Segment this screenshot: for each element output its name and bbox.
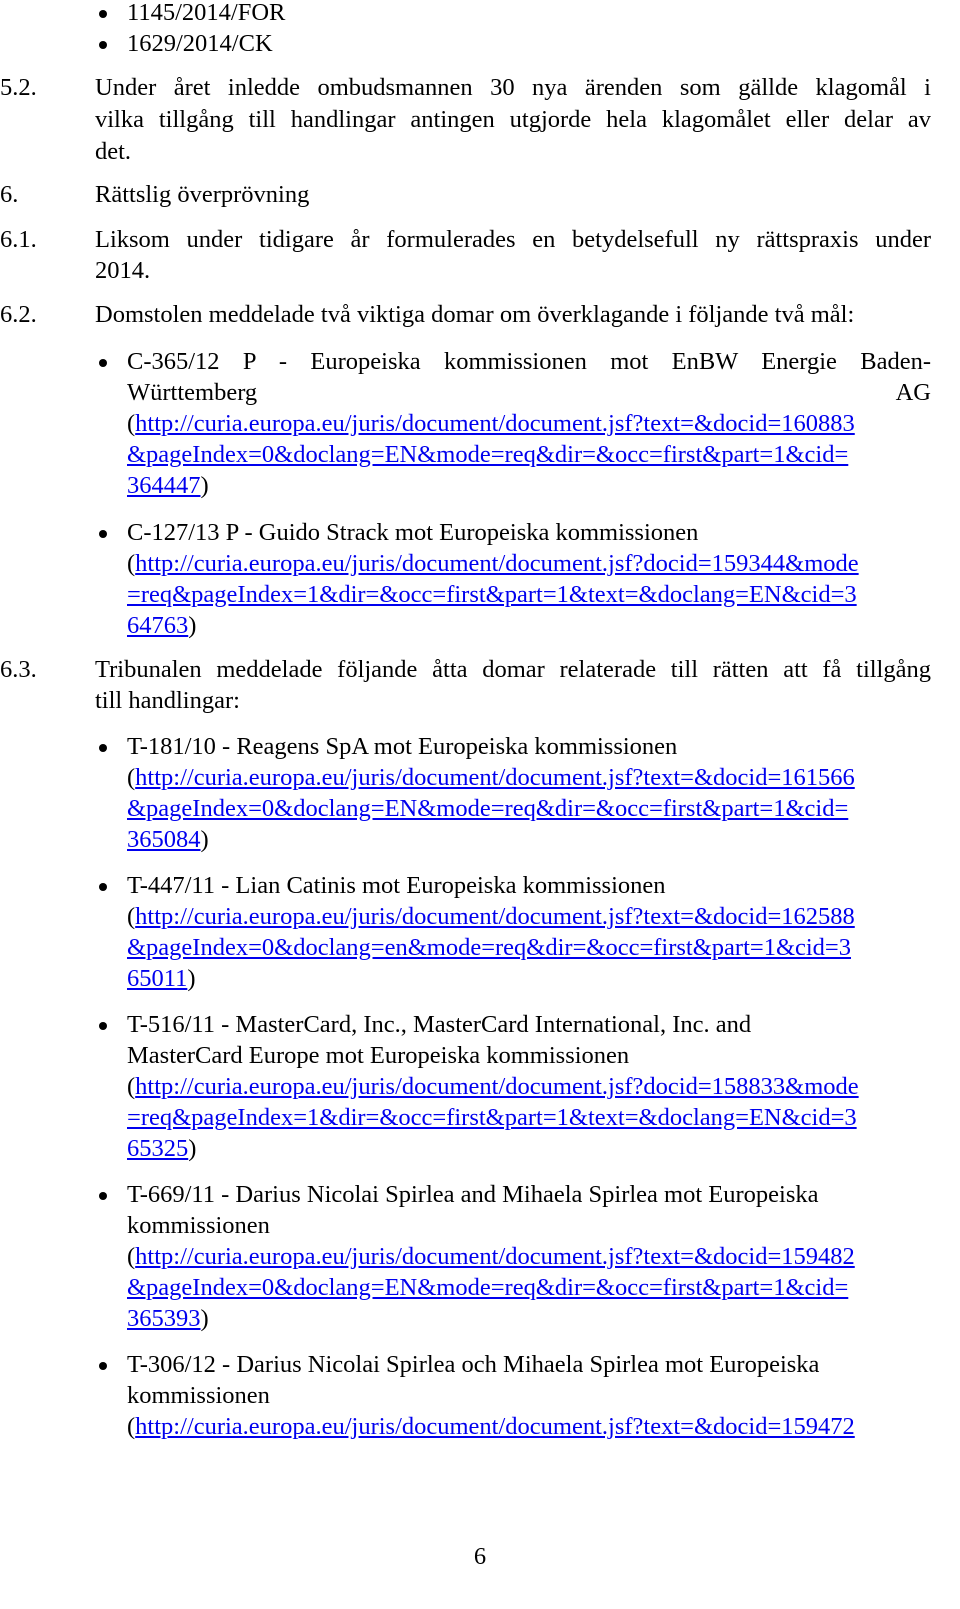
case-link[interactable]: (http://curia.europa.eu/juris/document/document.jsf?text=&docid=160883: [127, 410, 855, 437]
case-link-line[interactable]: &pageIndex=0&doclang=en&mode=req&dir=&occ=first&part=1&cid=3: [127, 934, 851, 961]
case-link[interactable]: (http://curia.europa.eu/juris/document/document.jsf?text=&docid=159482: [127, 1243, 855, 1270]
case-link-line[interactable]: =req&pageIndex=1&dir=&occ=first&part=1&text=&doclang=EN&cid=3: [127, 581, 857, 608]
case-link-text[interactable]: 365084: [127, 826, 201, 853]
case-title-line: MasterCard Europe mot Europeiska kommissionen: [127, 1042, 630, 1069]
case-link-text[interactable]: 65011: [127, 965, 188, 992]
bullet-icon: [99, 41, 107, 49]
case-title-line: T-181/10 - Reagens SpA mot Europeiska kommissionen: [127, 733, 678, 760]
case-link-end[interactable]: 364447): [127, 472, 209, 499]
case-link[interactable]: (http://curia.europa.eu/juris/document/document.jsf?text=&docid=161566: [127, 764, 855, 791]
case-title-line: C-127/13 P - Guido Strack mot Europeiska kommissionen: [127, 519, 699, 546]
list-item: 1629/2014/CK: [127, 30, 273, 57]
paragraph-line: 2014.: [95, 257, 151, 284]
case-title-line: Württemberg AG: [127, 379, 931, 406]
list-item: 1145/2014/FOR: [127, 0, 286, 26]
paragraph-line: det.: [95, 138, 132, 165]
bullet-icon: [99, 1022, 107, 1030]
case-link-end[interactable]: 365084): [127, 826, 209, 853]
case-title-line: T-669/11 - Darius Nicolai Spirlea and Mihaela Spirlea mot Europeiska: [127, 1181, 819, 1208]
paragraph-line: Liksom under tidigare år formulerades en betydelsefull ny rättspraxis under: [95, 226, 931, 253]
bullet-icon: [99, 530, 107, 538]
bullet-icon: [99, 1362, 107, 1370]
page-number: 6: [473, 1543, 487, 1570]
bullet-icon: [99, 883, 107, 891]
case-link-end[interactable]: 64763): [127, 612, 197, 639]
case-link-end[interactable]: 365393): [127, 1305, 209, 1332]
section-heading: Rättslig överprövning: [95, 181, 310, 208]
case-link-end[interactable]: 65325): [127, 1135, 197, 1162]
case-link[interactable]: (http://curia.europa.eu/juris/document/document.jsf?docid=159344&mode: [127, 550, 859, 577]
section-number: 5.2.: [0, 74, 37, 101]
case-link[interactable]: (http://curia.europa.eu/juris/document/document.jsf?text=&docid=159472: [127, 1413, 855, 1440]
case-link-line[interactable]: &pageIndex=0&doclang=EN&mode=req&dir=&occ=first&part=1&cid=: [127, 1274, 849, 1301]
case-link-text[interactable]: http://curia.europa.eu/juris/document/document.jsf?text=&docid=162588: [135, 903, 855, 930]
case-title-line: kommissionen: [127, 1212, 270, 1239]
case-title-line: T-447/11 - Lian Catinis mot Europeiska kommissionen: [127, 872, 666, 899]
case-link-text[interactable]: http://curia.europa.eu/juris/document/document.jsf?text=&docid=160883: [135, 410, 855, 437]
case-title-line: kommissionen: [127, 1382, 270, 1409]
bullet-icon: [99, 359, 107, 367]
bullet-icon: [99, 744, 107, 752]
case-link-line[interactable]: &pageIndex=0&doclang=EN&mode=req&dir=&occ=first&part=1&cid=: [127, 795, 849, 822]
case-link-text[interactable]: http://curia.europa.eu/juris/document/document.jsf?text=&docid=159472: [135, 1413, 855, 1440]
case-link-text[interactable]: http://curia.europa.eu/juris/document/document.jsf?docid=159344&mode: [135, 550, 859, 577]
section-number: 6.3.: [0, 656, 37, 683]
bullet-icon: [99, 1192, 107, 1200]
section-number: 6.1.: [0, 226, 37, 253]
case-link[interactable]: (http://curia.europa.eu/juris/document/document.jsf?text=&docid=162588: [127, 903, 855, 930]
case-link-text[interactable]: 65325: [127, 1135, 189, 1162]
case-link-end[interactable]: 65011): [127, 965, 196, 992]
case-link-text[interactable]: http://curia.europa.eu/juris/document/document.jsf?text=&docid=161566: [135, 764, 855, 791]
case-link-text[interactable]: 64763: [127, 612, 189, 639]
case-link-text[interactable]: http://curia.europa.eu/juris/document/document.jsf?docid=158833&mode: [135, 1073, 859, 1100]
case-link-text[interactable]: http://curia.europa.eu/juris/document/document.jsf?text=&docid=159482: [135, 1243, 855, 1270]
paragraph-line: vilka tillgång till handlingar antingen utgjorde hela klagomålet eller delar av: [95, 106, 931, 133]
paragraph-line: till handlingar:: [95, 687, 240, 714]
case-title-line: T-516/11 - MasterCard, Inc., MasterCard International, Inc. and: [127, 1011, 752, 1038]
case-link-text[interactable]: 365393: [127, 1305, 201, 1332]
case-title-line: C-365/12 P - Europeiska kommissionen mot EnBW Energie Baden-: [127, 348, 931, 375]
case-link[interactable]: (http://curia.europa.eu/juris/document/document.jsf?docid=158833&mode: [127, 1073, 859, 1100]
paragraph-line: Domstolen meddelade två viktiga domar om överklagande i följande två mål:: [95, 301, 855, 328]
bullet-icon: [99, 10, 107, 18]
case-link-text[interactable]: 364447: [127, 472, 201, 499]
paragraph-line: Tribunalen meddelade följande åtta domar relaterade till rätten att få tillgång: [95, 656, 931, 683]
case-link-line[interactable]: &pageIndex=0&doclang=EN&mode=req&dir=&occ=first&part=1&cid=: [127, 441, 849, 468]
case-title-line: T-306/12 - Darius Nicolai Spirlea och Mihaela Spirlea mot Europeiska: [127, 1351, 820, 1378]
case-link-line[interactable]: =req&pageIndex=1&dir=&occ=first&part=1&text=&doclang=EN&cid=3: [127, 1104, 857, 1131]
section-number: 6.2.: [0, 301, 37, 328]
paragraph-line: Under året inledde ombudsmannen 30 nya ärenden som gällde klagomål i: [95, 74, 931, 101]
section-number: 6.: [0, 181, 19, 208]
